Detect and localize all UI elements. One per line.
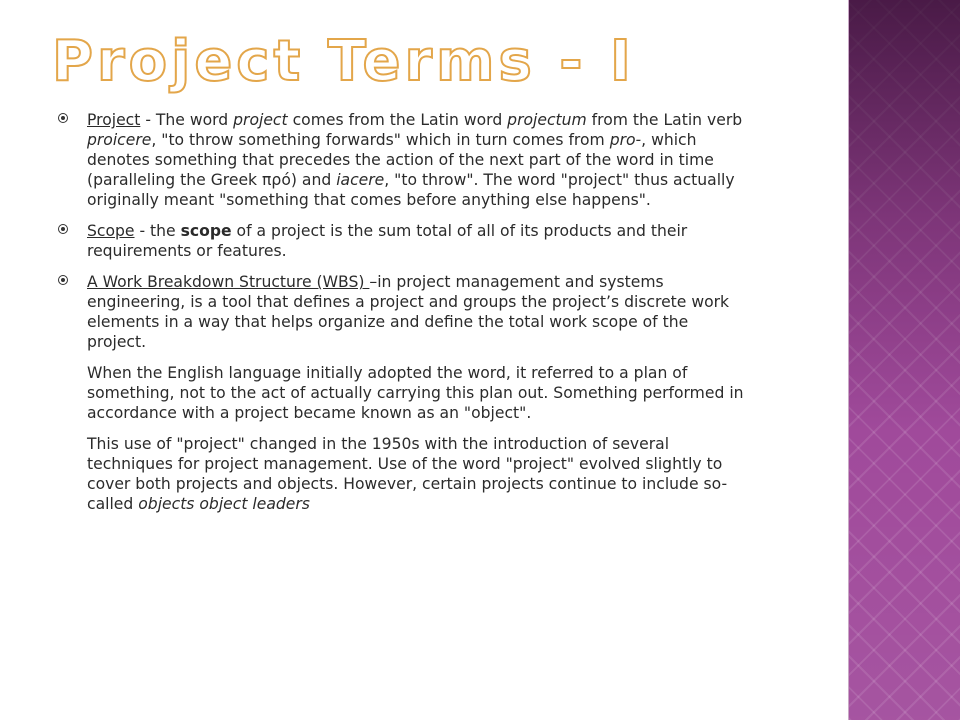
paragraph-1950s xyxy=(58,434,748,514)
text-segment: of a project is the sum total of all of its products and their requirements or features. xyxy=(87,222,688,260)
term-project: Project xyxy=(87,111,141,129)
slide-title: Project Terms - I xyxy=(52,29,635,94)
italic-tail: objects object leaders xyxy=(138,495,310,513)
bullet-wbs xyxy=(58,272,748,352)
paragraph-english-adoption xyxy=(58,363,748,423)
bullet-icon xyxy=(58,113,68,123)
italic-word: project xyxy=(233,111,288,129)
paragraph-text: This use of "project" changed in the 1950s with the introduction of several techniques for project management. Use of the word "project" evolved slightly to cover both projects and objects. However, certain projects continue to include so-called xyxy=(87,435,728,513)
text-segment: comes from the Latin word xyxy=(287,111,508,129)
text-segment: , "to throw something forwards" which in turn comes from xyxy=(151,131,610,149)
term-wbs: A Work Breakdown Structure (WBS) xyxy=(87,273,370,291)
text-segment: - The word xyxy=(140,111,234,129)
bold-word: scope xyxy=(180,222,232,240)
bullet-icon xyxy=(58,275,68,285)
bullet-icon xyxy=(58,224,68,234)
text-segment: , "to throw". The word "project" thus actually originally meant "something that comes before anything else happens". xyxy=(87,171,735,209)
italic-word: iacere xyxy=(336,171,385,189)
paragraph-text: When the English language initially adopted the word, it referred to a plan of something, not to the act of actually carrying this plan out. Something performed in accordance with a project became known as an "object". xyxy=(87,364,744,422)
italic-word: projectum xyxy=(507,111,587,129)
decorative-side-panel xyxy=(848,0,960,720)
bullet-project xyxy=(58,110,748,210)
italic-word: pro- xyxy=(609,131,642,149)
bullet-scope xyxy=(58,221,748,261)
text-segment: - the xyxy=(134,222,181,240)
text-segment: from the Latin verb xyxy=(586,111,743,129)
term-scope: Scope xyxy=(87,222,135,240)
italic-word: proicere xyxy=(87,131,152,149)
text-segment: –in project management and systems engineering, is a tool that defines a project and groups the project’s discrete work elements in a way that helps organize and define the total work scope of the project. xyxy=(87,273,730,351)
text-segment: , which denotes something that precedes the action of the next part of the word in time (paralleling the Greek πρό) and xyxy=(87,131,714,189)
slide-body xyxy=(58,110,748,525)
